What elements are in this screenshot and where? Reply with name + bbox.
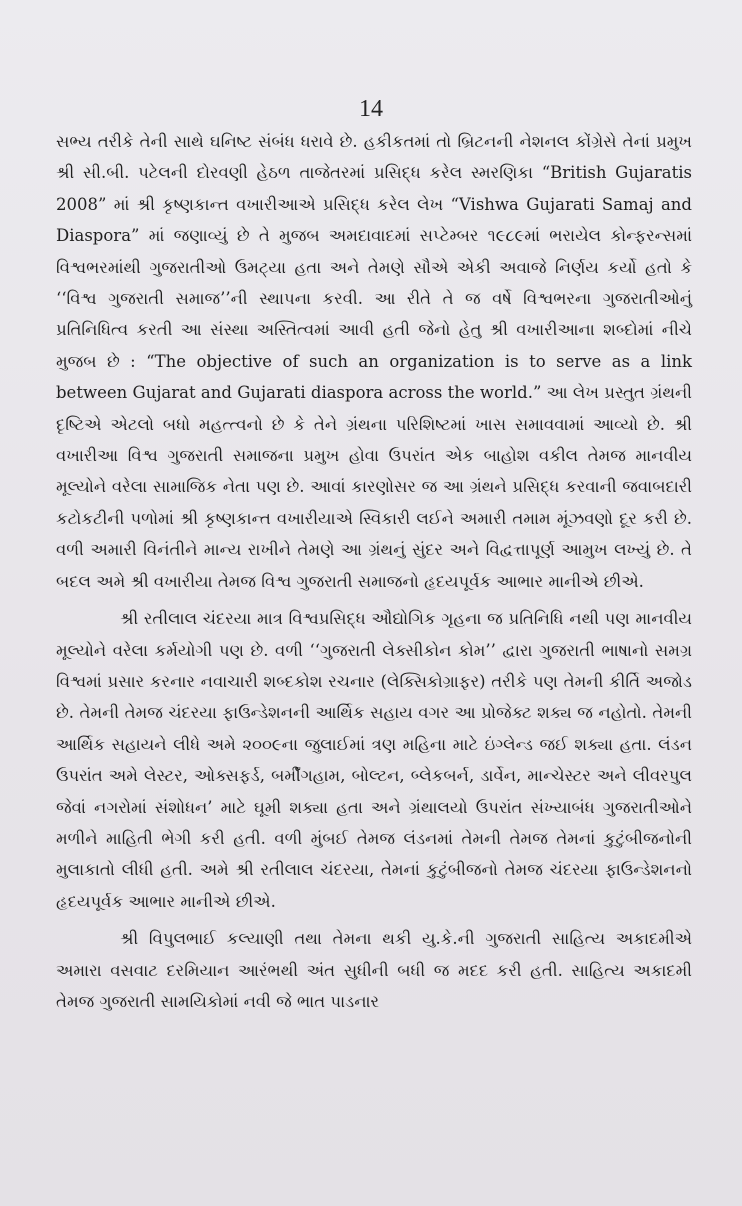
paragraph-3: શ્રી વિપુલભાઈ કલ્યાણી તથા તેમના થકી યુ.કે.ની ગુજરાતી સાહિત્ય અકાદમીએ અમારા વસવાટ દરમિયાન આરંભથી અંત સુધીની બધી જ મદદ કરી હતી. સાહિત્ય અકાદમી તેમજ ગુજરાતી સામયિકોમાં નવી જે ભાત પાડનાર bbox=[56, 929, 692, 1011]
body-text bbox=[56, 126, 692, 1017]
paragraph-1: સભ્ય તરીકે તેની સાથે ઘનિષ્ટ સંબંધ ધરાવે છે. હકીકતમાં તો બ્રિટનની નેશનલ કોંગ્રેસે તેનાં પ્રમુખ શ્રી સી.બી. પટેલની દોરવણી હેઠળ તાજેતરમાં પ્રસિદ્ધ કરેલ સ્મરણિકા “British Gujaratis 2008” માં શ્રી કૃષ્ણકાન્ત વખારીઆએ પ્રસિદ્ધ કરેલ લેખ “Vishwa Gujarati Samaj and Diaspora” માં જણાવ્યું છે તે મુજબ અમદાવાદમાં સપ્ટેમ્બર ૧૯૮૯માં ભરાયેલ કોન્ફરન્સમાં વિશ્વભરમાંથી ગુજરાતીઓ ઉમટ્યા હતા અને તેમણે સૌએ એકી અવાજે નિર્ણય કર્યો હતો કે ‘‘વિશ્વ ગુજરાતી સમાજ’’ની સ્થાપના કરવી. આ રીતે તે જ વર્ષે વિશ્વભરના ગુજરાતીઓનું પ્રતિનિધિત્વ કરતી આ સંસ્થા અસ્તિત્વમાં આવી હતી જેનો હેતુ શ્રી વખારીઆના શબ્દોમાં નીચે મુજબ છે : “The objective of such an organization is to serve as a link between Gujarat and Gujarati diaspora across the world.” આ લેખ પ્રસ્તુત ગ્રંથની દૃષ્ટિએ એટલો બધો મહત્ત્વનો છે કે તેને ગ્રંથના પરિશિષ્ટમાં ખાસ સમાવવામાં આવ્યો છે. શ્રી વખારીઆ વિશ્વ ગુજરાતી સમાજના પ્રમુખ હોવા ઉપરાંત એક બાહોશ વકીલ તેમજ માનવીય મૂલ્યોને વરેલા સામાજિક નેતા પણ છે. આવાં કારણોસર જ આ ગ્રંથને પ્રસિદ્ધ કરવાની જવાબદારી કટોકટીની પળોમાં શ્રી કૃષ્ણકાન્ત વખારીયાએ સ્વિકારી લઈને અમારી તમામ મૂંઝવણો દૂર કરી છે. વળી અમારી વિનંતીને માન્ય રાખીને તેમણે આ ગ્રંથનું સુંદર અને વિદ્વત્તાપૂર્ણ આમુખ લખ્યું છે. તે બદલ અમે શ્રી વખારીયા તેમજ વિશ્વ ગુજરાતી સમાજનો હૃદયપૂર્વક આભાર માનીએ છીએ. bbox=[56, 132, 692, 591]
paragraph-2: શ્રી રતીલાલ ચંદરયા માત્ર વિશ્વપ્રસિદ્ધ ઔદ્યોગિક ગૃહના જ પ્રતિનિધિ નથી પણ માનવીય મૂલ્યોને વરેલા કર્મયોગી પણ છે. વળી ‘‘ગુજરાતી લેક્સીકોન કોમ’’ દ્વારા ગુજરાતી ભાષાનો સમગ્ર વિશ્વમાં પ્રસાર કરનાર નવાચારી શબ્દકોશ રચનાર (લેક્સિકોગ્રાફર) તરીકે પણ તેમની કીર્તિ અજોડ છે. તેમની તેમજ ચંદરયા ફાઉન્ડેશનની આર્થિક સહાય વગર આ પ્રોજેક્ટ શક્ય જ નહોતો. તેમની આર્થિક સહાયને લીધે અમે ૨૦૦૯ના જુલાઈમાં ત્રણ મહિના માટે ઇંગ્લેન્ડ જઈ શક્યા હતા. લંડન ઉપરાંત અમે લેસ્ટર, ઓક્સફર્ડ, બર્મીંગહામ, બોલ્ટન, બ્લેકબર્ન, ડાર્વેન, માન્ચેસ્ટર અને લીવરપુલ જેવાં નગરોમાં સંશોધન’ માટે ઘૂમી શક્યા હતા અને ગ્રંથાલયો ઉપરાંત સંખ્યાબંધ ગુજરાતીઓને મળીને માહિતી ભેગી કરી હતી. વળી મુંબઈ તેમજ લંડનમાં તેમની તેમજ તેમનાં કુટુંબીજનોની મુલાકાતો લીધી હતી. અમે શ્રી રતીલાલ ચંદરયા, તેમનાં કુટુંબીજનો તેમજ ચંદરયા ફાઉન્ડેશનનો હૃદયપૂર્વક આભાર માનીએ છીએ. bbox=[56, 609, 692, 911]
page-number: 14 bbox=[359, 96, 383, 122]
